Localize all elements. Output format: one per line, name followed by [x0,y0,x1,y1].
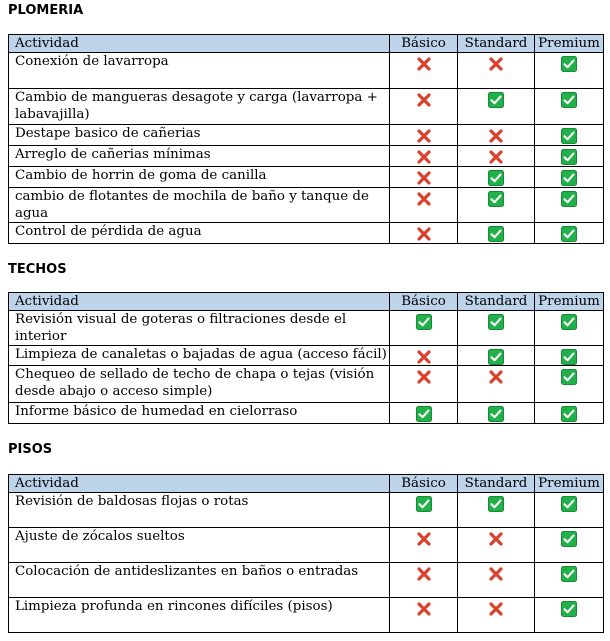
basic-cell [390,563,458,598]
table-row [9,403,604,424]
cross-icon [488,531,504,547]
section-title: PISOS [8,442,53,457]
basic-cell [390,403,458,424]
check-icon [488,170,504,186]
basic-cell [390,346,458,366]
cross-icon [416,92,432,108]
table-row [9,125,604,146]
basic-cell [390,528,458,563]
activity-cell: Chequeo de sellado de techo de chapa o tejas (visión desde abajo o acceso simple) [9,366,390,403]
check-icon [561,349,577,365]
check-icon [488,496,504,512]
activity-cell: Arreglo de cañerias mínimas [9,146,390,167]
activity-cell: Destape basico de cañerias [9,125,390,146]
basic-cell [390,223,458,244]
section-title: TECHOS [8,262,67,277]
check-icon [561,406,577,422]
cross-icon [488,566,504,582]
check-icon [561,601,577,617]
premium-cell [535,366,604,403]
activity-cell: Limpieza de canaletas o bajadas de agua (acceso fácil) [9,346,390,366]
header-premium: Premium [535,293,604,311]
standard-cell [458,598,535,633]
cross-icon [416,170,432,186]
table-row [9,493,604,528]
standard-cell [458,167,535,188]
check-icon [561,226,577,242]
basic-cell [390,188,458,223]
standard-cell [458,223,535,244]
table-row [9,223,604,244]
table-row [9,346,604,366]
cross-icon [416,531,432,547]
check-icon [561,170,577,186]
premium-cell [535,311,604,346]
premium-cell [535,53,604,89]
basic-cell [390,146,458,167]
cross-icon [488,601,504,617]
premium-cell [535,223,604,244]
activity-cell: Informe básico de humedad en cielorraso [9,403,390,424]
standard-cell [458,563,535,598]
check-icon [561,566,577,582]
premium-cell [535,493,604,528]
check-icon [488,92,504,108]
cross-icon [488,369,504,385]
check-icon [561,56,577,72]
activities-table [8,292,604,424]
check-icon [561,531,577,547]
check-icon [488,226,504,242]
premium-cell [535,167,604,188]
standard-cell [458,125,535,146]
table-row [9,146,604,167]
basic-cell [390,598,458,633]
table-header-row [9,35,604,53]
check-icon [416,406,432,422]
basic-cell [390,493,458,528]
cross-icon [416,149,432,165]
activities-table [8,474,604,633]
premium-cell [535,598,604,633]
cross-icon [416,128,432,144]
cross-icon [416,349,432,365]
premium-cell [535,89,604,125]
standard-cell [458,146,535,167]
cross-icon [488,149,504,165]
cross-icon [488,128,504,144]
basic-cell [390,89,458,125]
check-icon [416,314,432,330]
activity-cell: Limpieza profunda en rincones difíciles (pisos) [9,598,390,633]
cross-icon [416,56,432,72]
activity-cell: Revisión visual de goteras o filtraciones desde el interior [9,311,390,346]
table-row [9,188,604,223]
header-standard: Standard [458,293,535,311]
check-icon [488,406,504,422]
activity-cell: Conexión de lavarropa [9,53,390,89]
basic-cell [390,167,458,188]
table-header-row [9,475,604,493]
standard-cell [458,53,535,89]
cross-icon [416,601,432,617]
activity-cell: Control de pérdida de agua [9,223,390,244]
table-row [9,167,604,188]
activity-cell: Colocación de antideslizantes en baños o entradas [9,563,390,598]
header-standard: Standard [458,35,535,53]
cross-icon [416,566,432,582]
header-activity: Actividad [9,35,390,53]
standard-cell [458,403,535,424]
standard-cell [458,366,535,403]
premium-cell [535,403,604,424]
check-icon [561,92,577,108]
header-standard: Standard [458,475,535,493]
premium-cell [535,188,604,223]
standard-cell [458,528,535,563]
cross-icon [488,56,504,72]
table-row [9,366,604,403]
table-row [9,528,604,563]
check-icon [488,191,504,207]
header-basic: Básico [390,475,458,493]
standard-cell [458,346,535,366]
premium-cell [535,563,604,598]
activities-table [8,34,604,244]
check-icon [561,128,577,144]
premium-cell [535,146,604,167]
header-basic: Básico [390,35,458,53]
check-icon [488,349,504,365]
basic-cell [390,311,458,346]
standard-cell [458,188,535,223]
table-header-row [9,293,604,311]
activity-cell: Ajuste de zócalos sueltos [9,528,390,563]
table-row [9,89,604,125]
table-row [9,311,604,346]
check-icon [561,496,577,512]
header-premium: Premium [535,35,604,53]
check-icon [561,369,577,385]
cross-icon [416,191,432,207]
activity-cell: Cambio de mangueras desagote y carga (lavarropa + labavajilla) [9,89,390,125]
table-row [9,53,604,89]
basic-cell [390,53,458,89]
activity-cell: cambio de flotantes de mochila de baño y tanque de agua [9,188,390,223]
basic-cell [390,366,458,403]
cross-icon [416,369,432,385]
premium-cell [535,528,604,563]
check-icon [561,191,577,207]
check-icon [488,314,504,330]
basic-cell [390,125,458,146]
section-title: PLOMERIA [8,3,84,18]
header-activity: Actividad [9,293,390,311]
header-activity: Actividad [9,475,390,493]
header-basic: Básico [390,293,458,311]
cross-icon [416,226,432,242]
activity-cell: Cambio de horrin de goma de canilla [9,167,390,188]
table-row [9,598,604,633]
premium-cell [535,125,604,146]
table-row [9,563,604,598]
standard-cell [458,493,535,528]
check-icon [561,149,577,165]
standard-cell [458,89,535,125]
check-icon [416,496,432,512]
header-premium: Premium [535,475,604,493]
activity-cell: Revisión de baldosas flojas o rotas [9,493,390,528]
standard-cell [458,311,535,346]
premium-cell [535,346,604,366]
check-icon [561,314,577,330]
